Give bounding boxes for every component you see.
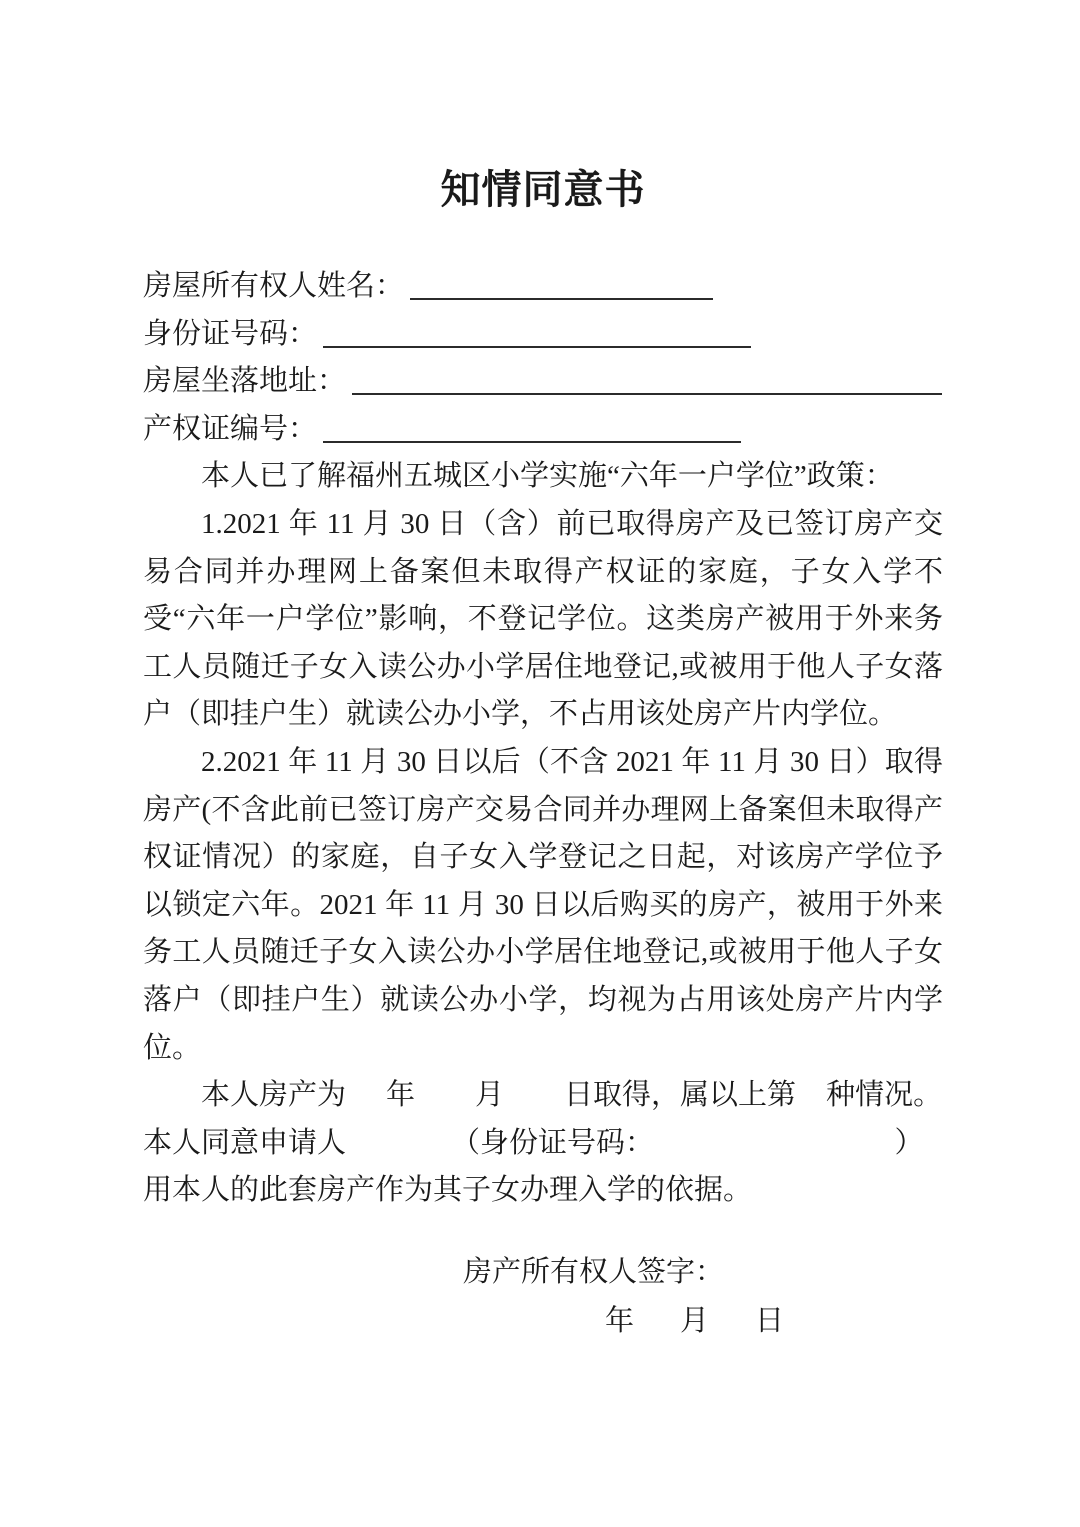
field-owner-name-blank (410, 268, 713, 300)
signature-date-line (143, 1296, 943, 1346)
consent-form-page (143, 0, 943, 1346)
basis-line: 用本人的此套房产作为其子女办理入学的依据。 (143, 1174, 753, 1207)
field-id-number-label: 身份证号码： (143, 317, 318, 350)
field-id-number-blank (323, 316, 751, 348)
consent-id-open: （身份证号码： (451, 1126, 640, 1159)
field-property-cert-number (143, 406, 943, 454)
property-acquired-line (143, 1072, 943, 1120)
consent-applicant-line (143, 1120, 943, 1168)
signature-line (143, 1249, 943, 1297)
acquired-month-label: 月 (475, 1079, 505, 1112)
field-house-address (143, 358, 943, 406)
consent-close-paren: ） (894, 1126, 924, 1159)
field-house-address-blank (352, 363, 942, 395)
acquired-prefix: 本人房产为 (201, 1079, 347, 1112)
form-fields (143, 263, 943, 453)
acquired-case-suffix: 种情况。 (826, 1079, 943, 1112)
date-day-label: 日 (755, 1305, 785, 1338)
acquired-year-label: 年 (386, 1079, 416, 1112)
policy-paragraph-1: 1.2021 年 11 月 30 日（含）前已取得房产及已签订房产交易合同并办理网上备案但未取得产权证的家庭，子女入学不受“六年一户学位”影响，不登记学位。这类房产被用于外来务工人员随迁子女入读公办小学居住地登记,或被用于他人子女落户（即挂户生）就读公办小学，不占用该处房产片内学位。 (143, 507, 943, 731)
field-house-address-label: 房屋坐落地址： (143, 365, 347, 398)
document-title: 知情同意书 (440, 167, 646, 212)
field-property-cert-number-blank (323, 411, 741, 443)
field-property-cert-number-label: 产权证编号： (143, 412, 318, 445)
acquired-day-phrase: 日取得，属以上第 (564, 1079, 797, 1112)
document-body (143, 453, 943, 1215)
intro-paragraph: 本人已了解福州五城区小学实施“六年一户学位”政策： (201, 460, 894, 493)
field-owner-name (143, 263, 943, 311)
consent-prefix: 本人同意申请人 (143, 1126, 347, 1159)
policy-paragraph-2: 2.2021 年 11 月 30 日以后（不含 2021 年 11 月 30 日）取得房产(不含此前已签订房产交易合同并办理网上备案但未取得产权证情况）的家庭，自子女入学登记之日起，对该房产学位予以锁定六年。2021 年 11 月 30 日以后购买的房产，被用于外来务工人员随迁子女入读公办小学居住地登记,或被用于他人子女落户（即挂户生）就读公办小学，均视为占用该处房产片内学位。 (143, 745, 943, 1064)
date-year-label: 年 (605, 1305, 635, 1338)
signature-label: 房产所有权人签字： (463, 1255, 725, 1288)
field-id-number (143, 311, 943, 359)
date-month-label: 月 (680, 1305, 710, 1338)
field-owner-name-label: 房屋所有权人姓名： (143, 270, 405, 302)
